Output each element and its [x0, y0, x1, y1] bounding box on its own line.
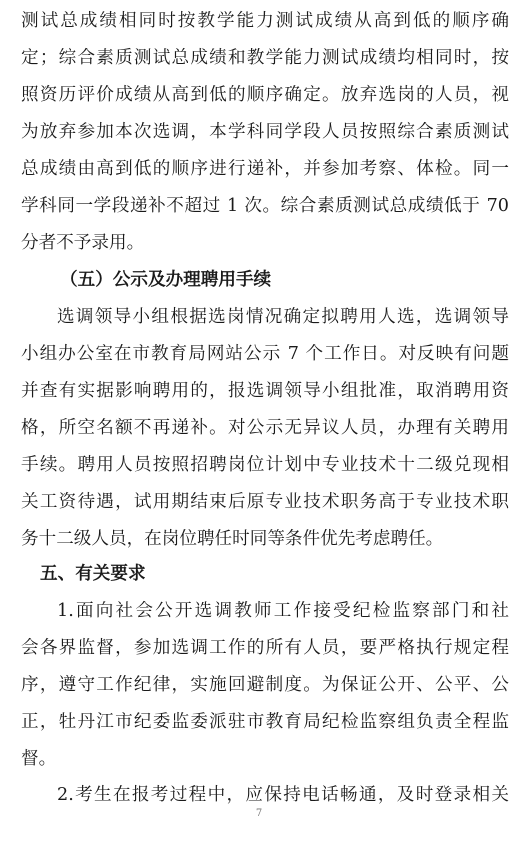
section-heading-text: 五、有关要求 [40, 563, 146, 584]
text-line-content: 督。 [21, 749, 57, 769]
text-line-content: 格，所空名额不再递补。对公示无异议人员，办理有关聘用 [21, 418, 509, 438]
text-line [0, 741, 518, 777]
text-line [0, 704, 518, 740]
text-line [0, 593, 518, 629]
page-number: 7 [255, 808, 263, 819]
text-line-content: 学科同一学段递补不超过 1 次。综合素质测试总成绩低于 70 [21, 196, 509, 216]
text-line-content: 分者不予录用。 [21, 233, 145, 253]
text-line-content: 务十二级人员，在岗位聘任时同等条件优先考虑聘任。 [21, 529, 444, 549]
text-line-content: 正，牡丹江市纪委监委派驻市教育局纪检监察组负责全程监 [21, 712, 509, 732]
text-line-content: 小组办公室在市教育局网站公示 7 个工作日。对反映有问题 [21, 344, 509, 364]
text-line-content: 会各界监督，参加选调工作的所有人员，要严格执行规定程 [21, 638, 509, 658]
text-line [0, 114, 518, 150]
text-line-content: 手续。聘用人员按照招聘岗位计划中专业技术十二级兑现相 [21, 455, 509, 475]
text-line [0, 521, 518, 557]
text-line [0, 336, 518, 372]
subsection-heading [0, 262, 518, 298]
text-line [0, 225, 518, 261]
text-line [0, 484, 518, 520]
text-line-content: 并查有实据影响聘用的，报选调领导小组批准，取消聘用资 [21, 381, 509, 401]
text-line-content: 总成绩由高到低的顺序进行递补，并参加考察、体检。同一 [21, 159, 509, 179]
text-line [0, 40, 518, 76]
subsection-heading-text: （五）公示及办理聘用手续 [60, 269, 272, 290]
text-line-content: 测试总成绩相同时按教学能力测试成绩从高到低的顺序确 [21, 11, 509, 31]
text-line-content: 选调领导小组根据选岗情况确定拟聘用人选，选调领导 [57, 307, 509, 327]
text-line-content: 序，遵守工作纪律，实施回避制度。为保证公开、公平、公 [21, 675, 509, 695]
text-line [0, 188, 518, 224]
text-line [0, 3, 518, 39]
text-line-content: 1.面向社会公开选调教师工作接受纪检监察部门和社 [57, 601, 509, 621]
text-line-content: 2.考生在报考过程中，应保持电话畅通，及时登录相关 [57, 785, 509, 805]
text-line [0, 77, 518, 113]
text-line-content: 定；综合素质测试总成绩和教学能力测试成绩均相同时，按 [21, 48, 509, 68]
text-line [0, 667, 518, 703]
text-line [0, 447, 518, 483]
text-line [0, 151, 518, 187]
text-line [0, 630, 518, 666]
text-line-content: 照资历评价成绩从高到低的顺序确定。放弃选岗的人员，视 [21, 85, 509, 105]
text-line-content: 关工资待遇，试用期结束后原专业技术职务高于专业技术职 [21, 492, 509, 512]
section-heading [0, 556, 518, 592]
text-line [0, 299, 518, 335]
text-line-content: 为放弃参加本次选调，本学科同学段人员按照综合素质测试 [21, 122, 509, 142]
text-line [0, 410, 518, 446]
text-line [0, 373, 518, 409]
